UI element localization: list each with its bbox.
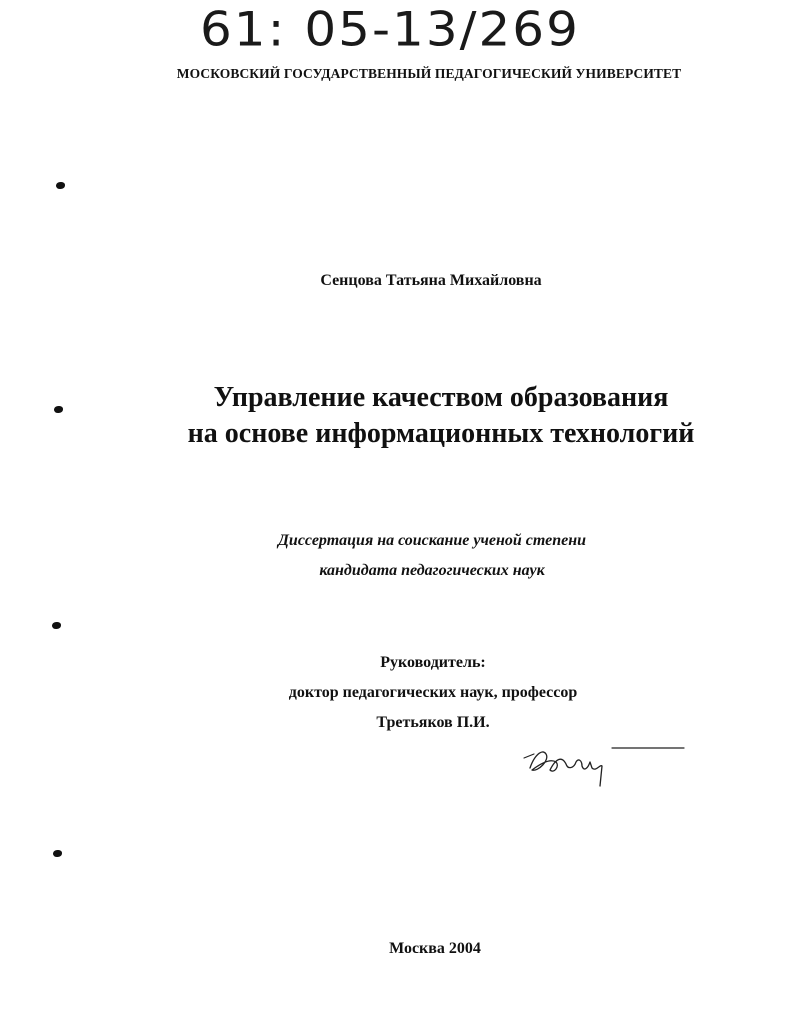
university-name: МОСКОВСКИЙ ГОСУДАРСТВЕННЫЙ ПЕДАГОГИЧЕСКИЙ УНИВЕРСИТЕТ [176, 66, 682, 81]
author-name: Сенцова Татьяна Михайловна [320, 272, 542, 289]
advisor-block [0, 648, 794, 738]
city-and-year: Москва 2004 [389, 940, 481, 957]
title-line-1: Управление качеством образования [213, 382, 669, 413]
punch-hole-mark [53, 850, 62, 857]
subtitle-line-2: кандидата педагогических наук [319, 562, 545, 579]
dissertation-title [0, 380, 794, 452]
advisor-label: Руководитель: [380, 654, 486, 671]
dissertation-subtitle [0, 526, 794, 586]
punch-hole-mark [52, 622, 61, 629]
subtitle-line-1: Диссертация на соискание ученой степени [278, 532, 586, 549]
title-line-2: на основе информационных технологий [187, 418, 695, 449]
advisor-name: Третьяков П.И. [376, 714, 490, 731]
advisor-degree: доктор педагогических наук, профессор [288, 684, 578, 701]
handwritten-catalog-number: 61: 05-13/269 [200, 2, 580, 58]
handwritten-signature [520, 728, 690, 792]
punch-hole-mark [56, 182, 65, 189]
